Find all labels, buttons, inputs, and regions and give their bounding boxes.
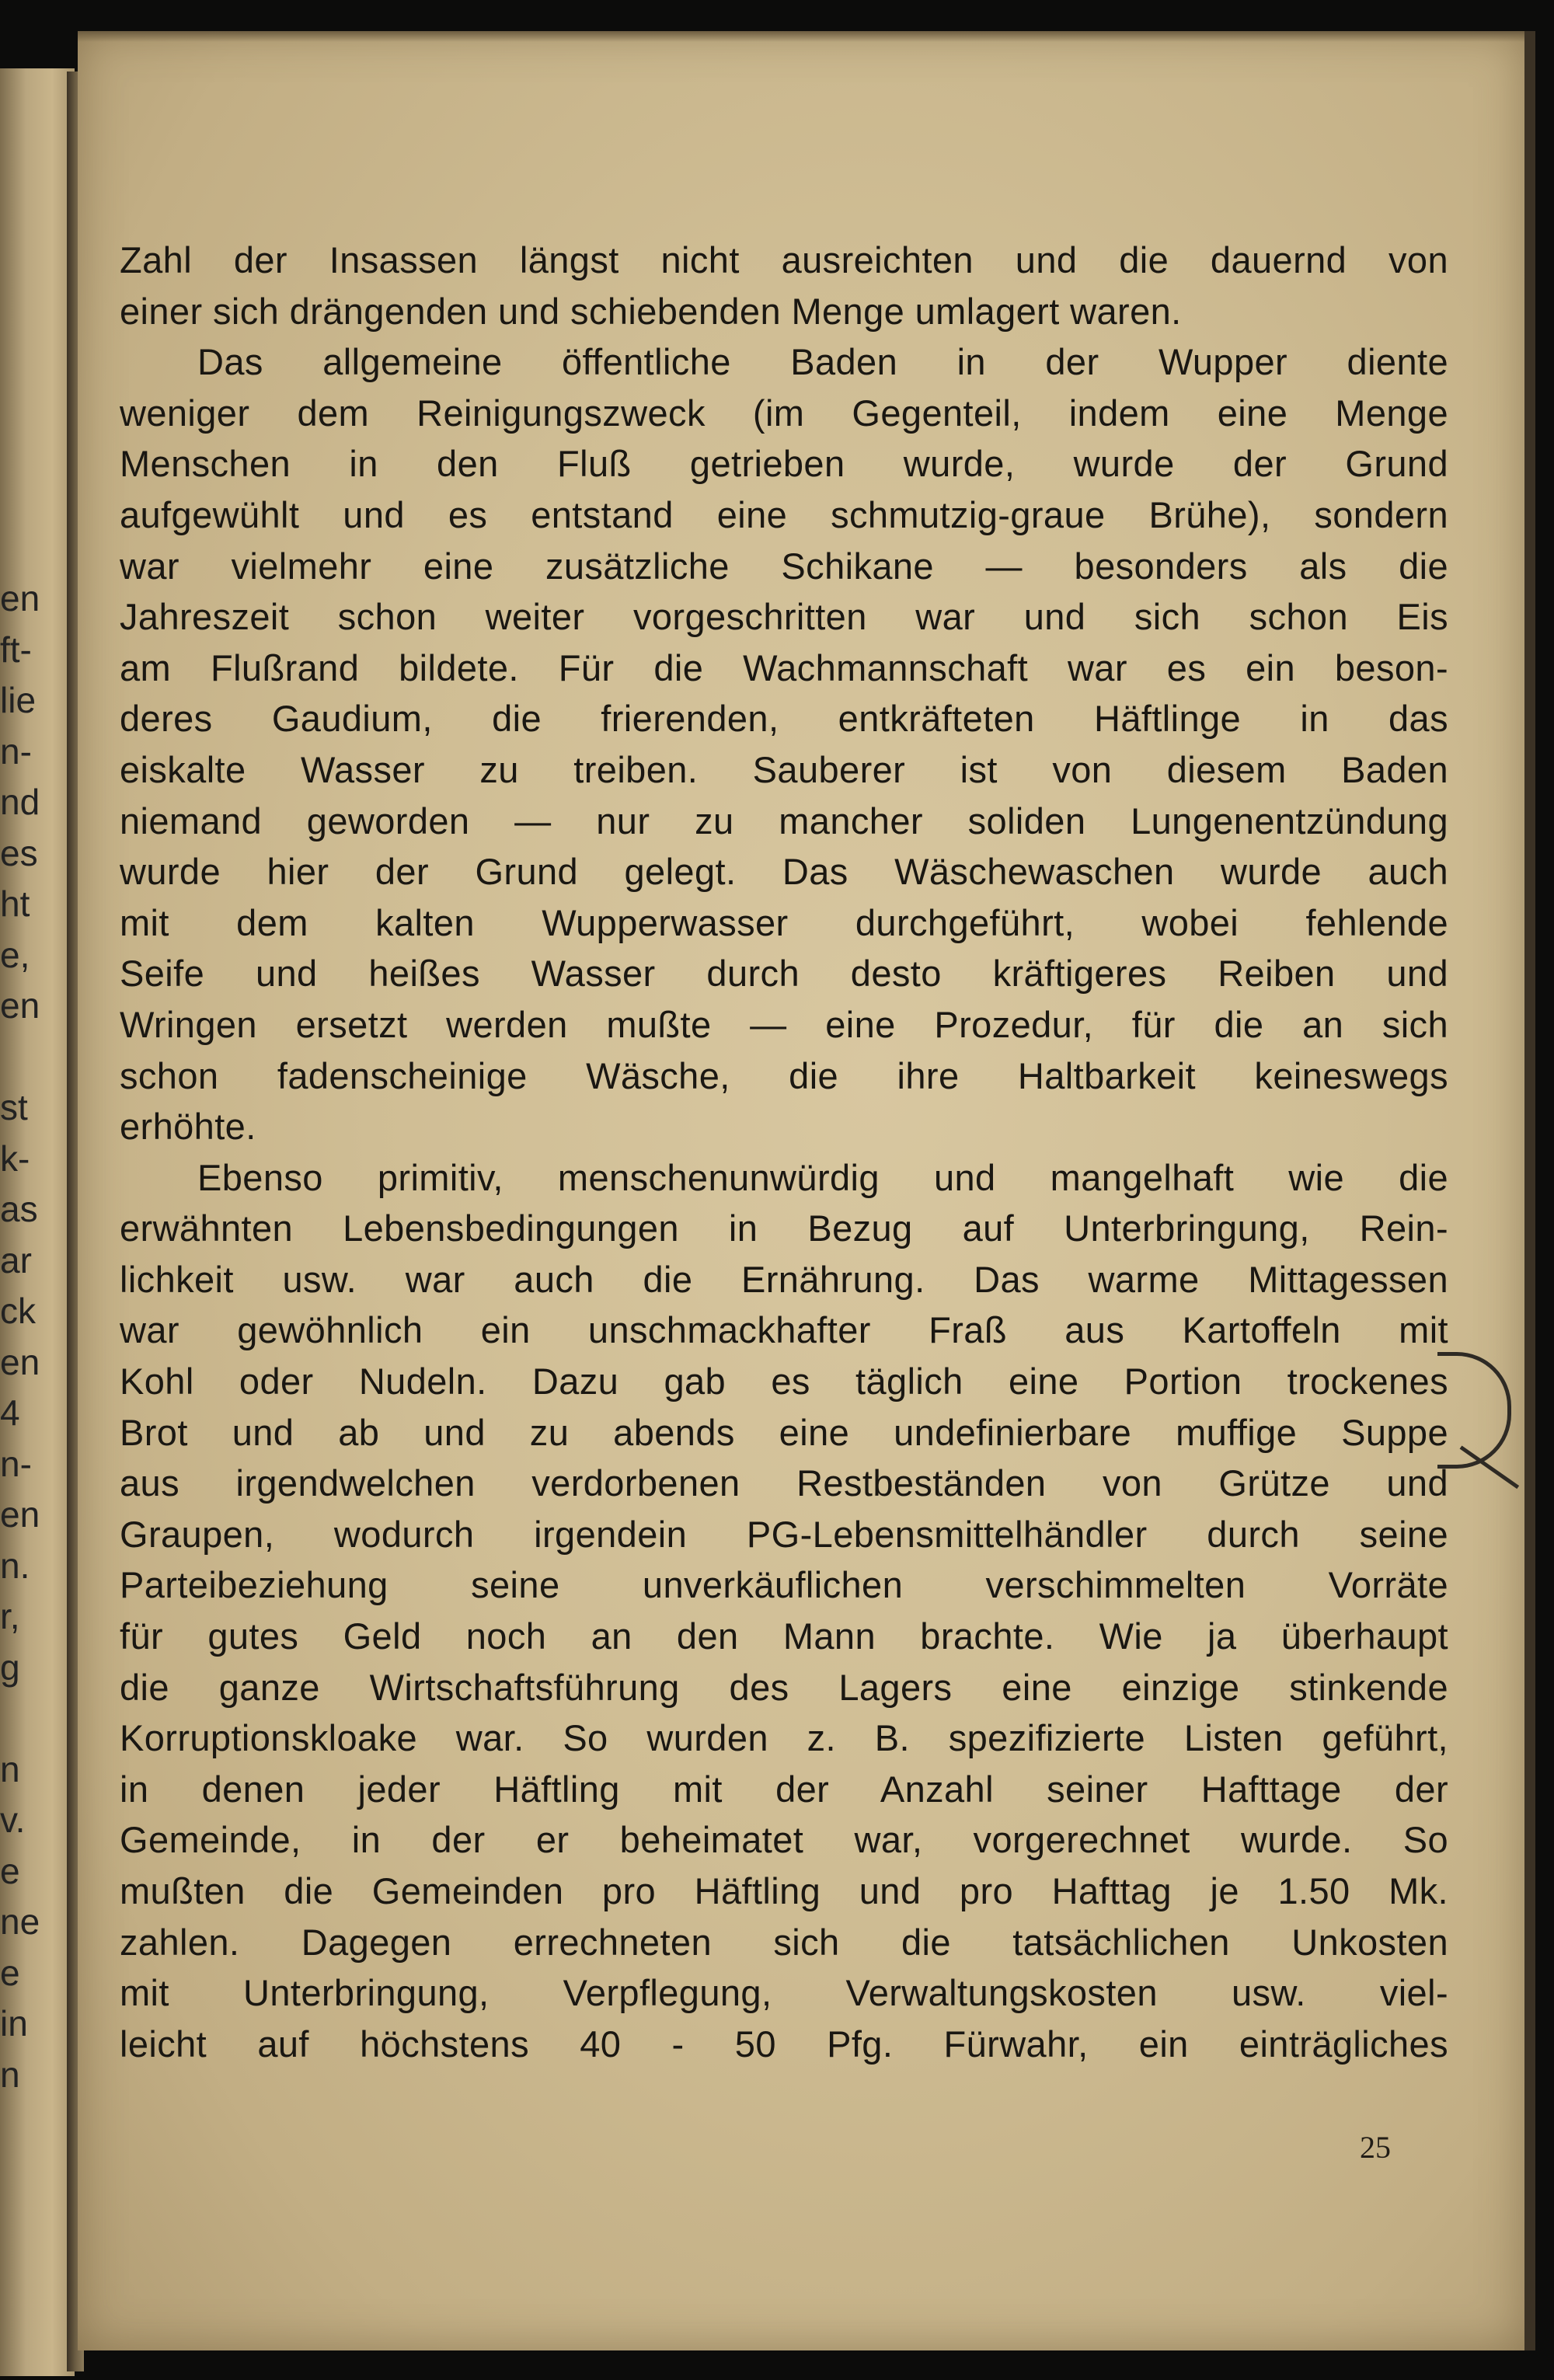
text-line: in denen jeder Häftling mit der Anzahl seiner Hafttage der <box>120 1768 1448 1810</box>
left-page-fragment: k- <box>0 1138 30 1179</box>
text-line: am Flußrand bildete. Für die Wachmannschaft war es ein beson- <box>120 646 1448 688</box>
text-line: mit Unterbringung, Verpflegung, Verwaltungskosten usw. viel- <box>120 1972 1448 2014</box>
left-page-fragment: r, <box>0 1596 20 1636</box>
left-page-fragment: n. <box>0 1545 30 1586</box>
left-page-fragment: en <box>0 1341 40 1382</box>
text-line: für gutes Geld noch an den Mann brachte. Wie ja überhaupt <box>120 1615 1448 1657</box>
left-page-fragment: en <box>0 985 40 1026</box>
text-line: aus irgendwelchen verdorbenen Restbeständen von Grütze und <box>120 1462 1448 1504</box>
text-line: lichkeit usw. war auch die Ernährung. Das warme Mittagessen <box>120 1258 1448 1300</box>
text-line: schon fadenscheinige Wäsche, die ihre Haltbarkeit keineswegs <box>120 1054 1448 1096</box>
text-line: mit dem kalten Wupperwasser durchgeführt, wobei fehlende <box>120 901 1448 943</box>
left-page-fragment: n- <box>0 730 32 772</box>
left-page-fragment: n <box>0 2054 20 2095</box>
text-line: Ebenso primitiv, menschenunwürdig und mangelhaft wie die <box>197 1156 1448 1198</box>
left-page-fragment: e <box>0 1850 20 1891</box>
left-page-fragment: nd <box>0 782 40 822</box>
text-line: Menschen in den Fluß getrieben wurde, wurde der Grund <box>120 443 1448 485</box>
left-page-fragment: in <box>0 2003 28 2044</box>
left-page-fragment: 4 <box>0 1392 20 1433</box>
left-page-fragment: lie <box>0 680 37 720</box>
text-line: Brot und ab und zu abends eine undefinierbare muffige Suppe <box>120 1411 1448 1453</box>
page-number: 25 <box>1360 2130 1391 2165</box>
book-page <box>78 31 1535 2350</box>
text-line: Zahl der Insassen längst nicht ausreichten und die dauernd von <box>120 239 1448 281</box>
left-page-fragment: n <box>0 1748 20 1789</box>
text-line: erhöhte. <box>120 1106 256 1148</box>
left-page-fragment: n- <box>0 1443 32 1484</box>
page-top-shadow <box>78 31 1524 42</box>
text-line: Wringen ersetzt werden mußte — eine Prozedur, für die an sich <box>120 1003 1448 1045</box>
text-line: Gemeinde, in der er beheimatet war, vorgerechnet wurde. So <box>120 1819 1448 1861</box>
text-line: mußten die Gemeinden pro Häftling und pro Hafttag je 1.50 Mk. <box>120 1870 1448 1911</box>
left-page-fragment: en <box>0 578 40 619</box>
left-page-fragment: v. <box>0 1800 26 1840</box>
text-line: Jahreszeit schon weiter vorgeschritten war und sich schon Eis <box>120 596 1448 638</box>
text-line: deres Gaudium, die frierenden, entkräfteten Häftlinge in das <box>120 698 1448 740</box>
text-line: Seife und heißes Wasser durch desto kräftigeres Reiben und <box>120 953 1448 995</box>
left-page-edge <box>0 68 75 2376</box>
left-page-fragment: ft- <box>0 629 32 670</box>
left-page-fragment: en <box>0 1494 40 1535</box>
text-line: die ganze Wirtschaftsführung des Lagers eine einzige stinkende <box>120 1666 1448 1708</box>
text-line: einer sich drängenden und schiebenden Menge umlagert waren. <box>120 290 1182 332</box>
left-page-fragment: ck <box>0 1291 36 1331</box>
left-page-fragment: ht <box>0 883 30 924</box>
text-line: aufgewühlt und es entstand eine schmutzig-graue Brühe), sondern <box>120 493 1448 535</box>
text-line: leicht auf höchstens 40 - 50 Pfg. Fürwahr, ein einträgliches <box>120 2023 1448 2065</box>
text-line: war vielmehr eine zusätzliche Schikane — besonders als die <box>120 545 1448 587</box>
text-line: war gewöhnlich ein unschmackhafter Fraß aus Kartoffeln mit <box>120 1309 1448 1351</box>
left-page-fragment: e <box>0 1952 20 1993</box>
text-line: Graupen, wodurch irgendein PG-Lebensmittelhändler durch seine <box>120 1513 1448 1555</box>
text-line: zahlen. Dagegen errechneten sich die tatsächlichen Unkosten <box>120 1921 1448 1963</box>
left-page-fragment: st <box>0 1087 28 1127</box>
text-line: eiskalte Wasser zu treiben. Sauberer ist von diesem Baden <box>120 748 1448 790</box>
text-line: Parteibeziehung seine unverkäuflichen verschimmelten Vorräte <box>120 1564 1448 1606</box>
text-line: Das allgemeine öffentliche Baden in der Wupper diente <box>197 341 1448 383</box>
left-page-fragment: ne <box>0 1901 40 1942</box>
text-line: Korruptionskloake war. So wurden z. B. spezifizierte Listen geführt, <box>120 1717 1448 1759</box>
text-line: wurde hier der Grund gelegt. Das Wäschewaschen wurde auch <box>120 851 1448 893</box>
text-line: weniger dem Reinigungszweck (im Gegenteil, indem eine Menge <box>120 392 1448 434</box>
text-line: erwähnten Lebensbedingungen in Bezug auf Unterbringung, Rein- <box>120 1207 1448 1249</box>
left-page-fragment: as <box>0 1189 38 1229</box>
text-line: Kohl oder Nudeln. Dazu gab es täglich eine Portion trockenes <box>120 1361 1448 1403</box>
text-line: niemand geworden — nur zu mancher soliden Lungenentzündung <box>120 800 1448 842</box>
left-page-fragment: ar <box>0 1239 32 1281</box>
left-page-fragment: es <box>0 832 38 873</box>
left-page-text-fragments <box>0 68 40 2376</box>
left-page-fragment: g <box>0 1646 20 1688</box>
page-body-text <box>120 235 1448 2069</box>
left-page-fragment: e, <box>0 934 30 975</box>
